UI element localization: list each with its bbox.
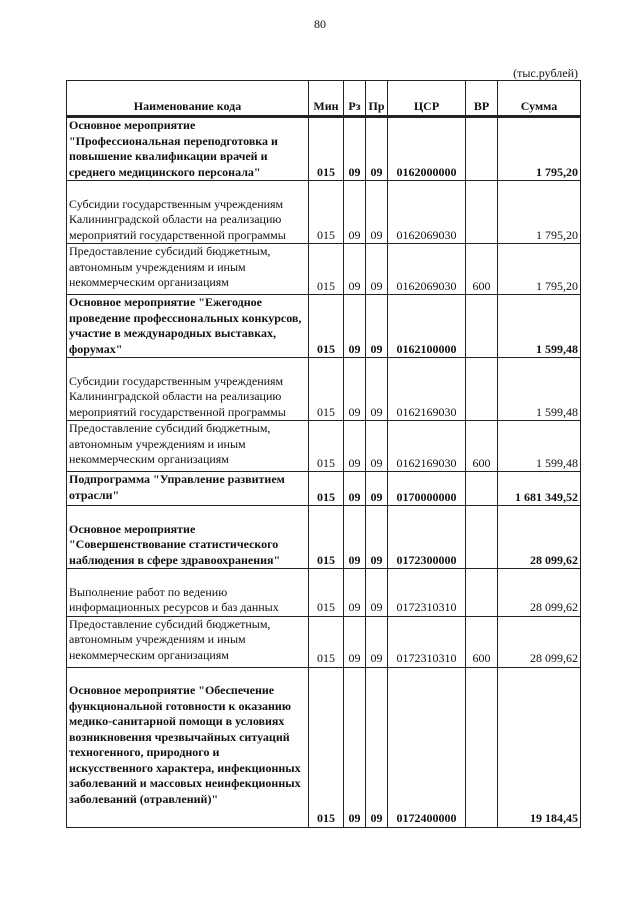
cell-rz: 09 [344,616,366,667]
table-row [67,358,581,421]
cell-vr [466,569,498,617]
table-row [67,181,581,244]
cell-sum: 28 099,62 [498,616,581,667]
cell-min: 015 [309,181,344,244]
cell-vr [466,506,498,569]
cell-csr: 0172310310 [388,569,466,617]
cell-csr: 0172310310 [388,616,466,667]
table-row [67,506,581,569]
cell-min: 015 [309,506,344,569]
cell-min: 015 [309,421,344,472]
cell-csr: 0162169030 [388,358,466,421]
header-rz: Рз [344,81,366,117]
table-row [67,117,581,181]
header-name: Наименование кода [67,81,309,117]
cell-name: Предоставление субсидий бюджетным, автономным учреждениям и иным некоммерческим организациям [67,616,309,667]
cell-name: Подпрограмма "Управление развитием отрасли" [67,472,309,506]
cell-pr: 09 [366,117,388,181]
cell-name: Основное мероприятие "Обеспечение функциональной готовности к оказанию медико-санитарной помощи в условиях возникновения чрезвычайных ситуаций техногенного, природного и искусственного характера, инфекционных заболеваний и массовых неинфекционных заболеваний (отравлений)" [67,667,309,827]
cell-rz: 09 [344,421,366,472]
cell-name: Предоставление субсидий бюджетным, автономным учреждениям и иным некоммерческим организациям [67,244,309,295]
cell-vr [466,472,498,506]
cell-pr: 09 [366,667,388,827]
cell-rz: 09 [344,295,366,358]
cell-pr: 09 [366,358,388,421]
cell-min: 015 [309,569,344,617]
cell-csr: 0172300000 [388,506,466,569]
cell-sum: 1 599,48 [498,358,581,421]
header-pr: Пр [366,81,388,117]
cell-min: 015 [309,472,344,506]
cell-name: Основное мероприятие "Ежегодное проведение профессиональных конкурсов, участие в международных выставках, форумах" [67,295,309,358]
cell-rz: 09 [344,472,366,506]
cell-rz: 09 [344,506,366,569]
cell-rz: 09 [344,358,366,421]
cell-rz: 09 [344,117,366,181]
cell-vr: 600 [466,244,498,295]
cell-name: Предоставление субсидий бюджетным, автономным учреждениям и иным некоммерческим организациям [67,421,309,472]
cell-min: 015 [309,117,344,181]
header-min: Мин [309,81,344,117]
cell-vr [466,117,498,181]
cell-min: 015 [309,358,344,421]
cell-vr [466,667,498,827]
cell-sum: 1 795,20 [498,181,581,244]
cell-rz: 09 [344,667,366,827]
cell-vr: 600 [466,616,498,667]
cell-name: Основное мероприятие "Совершенствование статистического наблюдения в сфере здравоохранения" [67,506,309,569]
cell-sum: 1 795,20 [498,244,581,295]
cell-sum: 28 099,62 [498,506,581,569]
cell-pr: 09 [366,181,388,244]
cell-pr: 09 [366,244,388,295]
cell-sum: 1 599,48 [498,295,581,358]
cell-pr: 09 [366,472,388,506]
header-vr: ВР [466,81,498,117]
cell-pr: 09 [366,295,388,358]
cell-rz: 09 [344,569,366,617]
units-label: (тыс.рублей) [513,66,578,80]
cell-vr [466,358,498,421]
cell-pr: 09 [366,421,388,472]
cell-min: 015 [309,616,344,667]
cell-min: 015 [309,295,344,358]
cell-name: Субсидии государственным учреждениям Калининградской области на реализацию мероприятий государственной программы [67,358,309,421]
cell-csr: 0162069030 [388,181,466,244]
table-row [67,421,581,472]
cell-csr: 0162169030 [388,421,466,472]
table-row [67,295,581,358]
table-body [67,117,581,828]
header-sum: Сумма [498,81,581,117]
table-header-row [67,81,581,117]
cell-pr: 09 [366,569,388,617]
table-row [67,244,581,295]
cell-sum: 28 099,62 [498,569,581,617]
table-row [67,569,581,617]
budget-table [66,80,581,828]
cell-pr: 09 [366,506,388,569]
cell-rz: 09 [344,244,366,295]
cell-csr: 0162100000 [388,295,466,358]
cell-vr: 600 [466,421,498,472]
cell-csr: 0172400000 [388,667,466,827]
cell-csr: 0170000000 [388,472,466,506]
cell-pr: 09 [366,616,388,667]
cell-sum: 19 184,45 [498,667,581,827]
cell-sum: 1 681 349,52 [498,472,581,506]
cell-name: Выполнение работ по ведению информационных ресурсов и баз данных [67,569,309,617]
cell-sum: 1 795,20 [498,117,581,181]
cell-sum: 1 599,48 [498,421,581,472]
cell-csr: 0162000000 [388,117,466,181]
table-row [67,667,581,827]
cell-vr [466,181,498,244]
cell-min: 015 [309,667,344,827]
cell-name: Субсидии государственным учреждениям Калининградской области на реализацию мероприятий государственной программы [67,181,309,244]
cell-name: Основное мероприятие "Профессиональная переподготовка и повышение квалификации врачей и среднего медицинского персонала" [67,117,309,181]
cell-csr: 0162069030 [388,244,466,295]
cell-vr [466,295,498,358]
cell-rz: 09 [344,181,366,244]
header-csr: ЦСР [388,81,466,117]
table-row [67,616,581,667]
cell-min: 015 [309,244,344,295]
page-number: 80 [314,17,326,31]
table-row [67,472,581,506]
